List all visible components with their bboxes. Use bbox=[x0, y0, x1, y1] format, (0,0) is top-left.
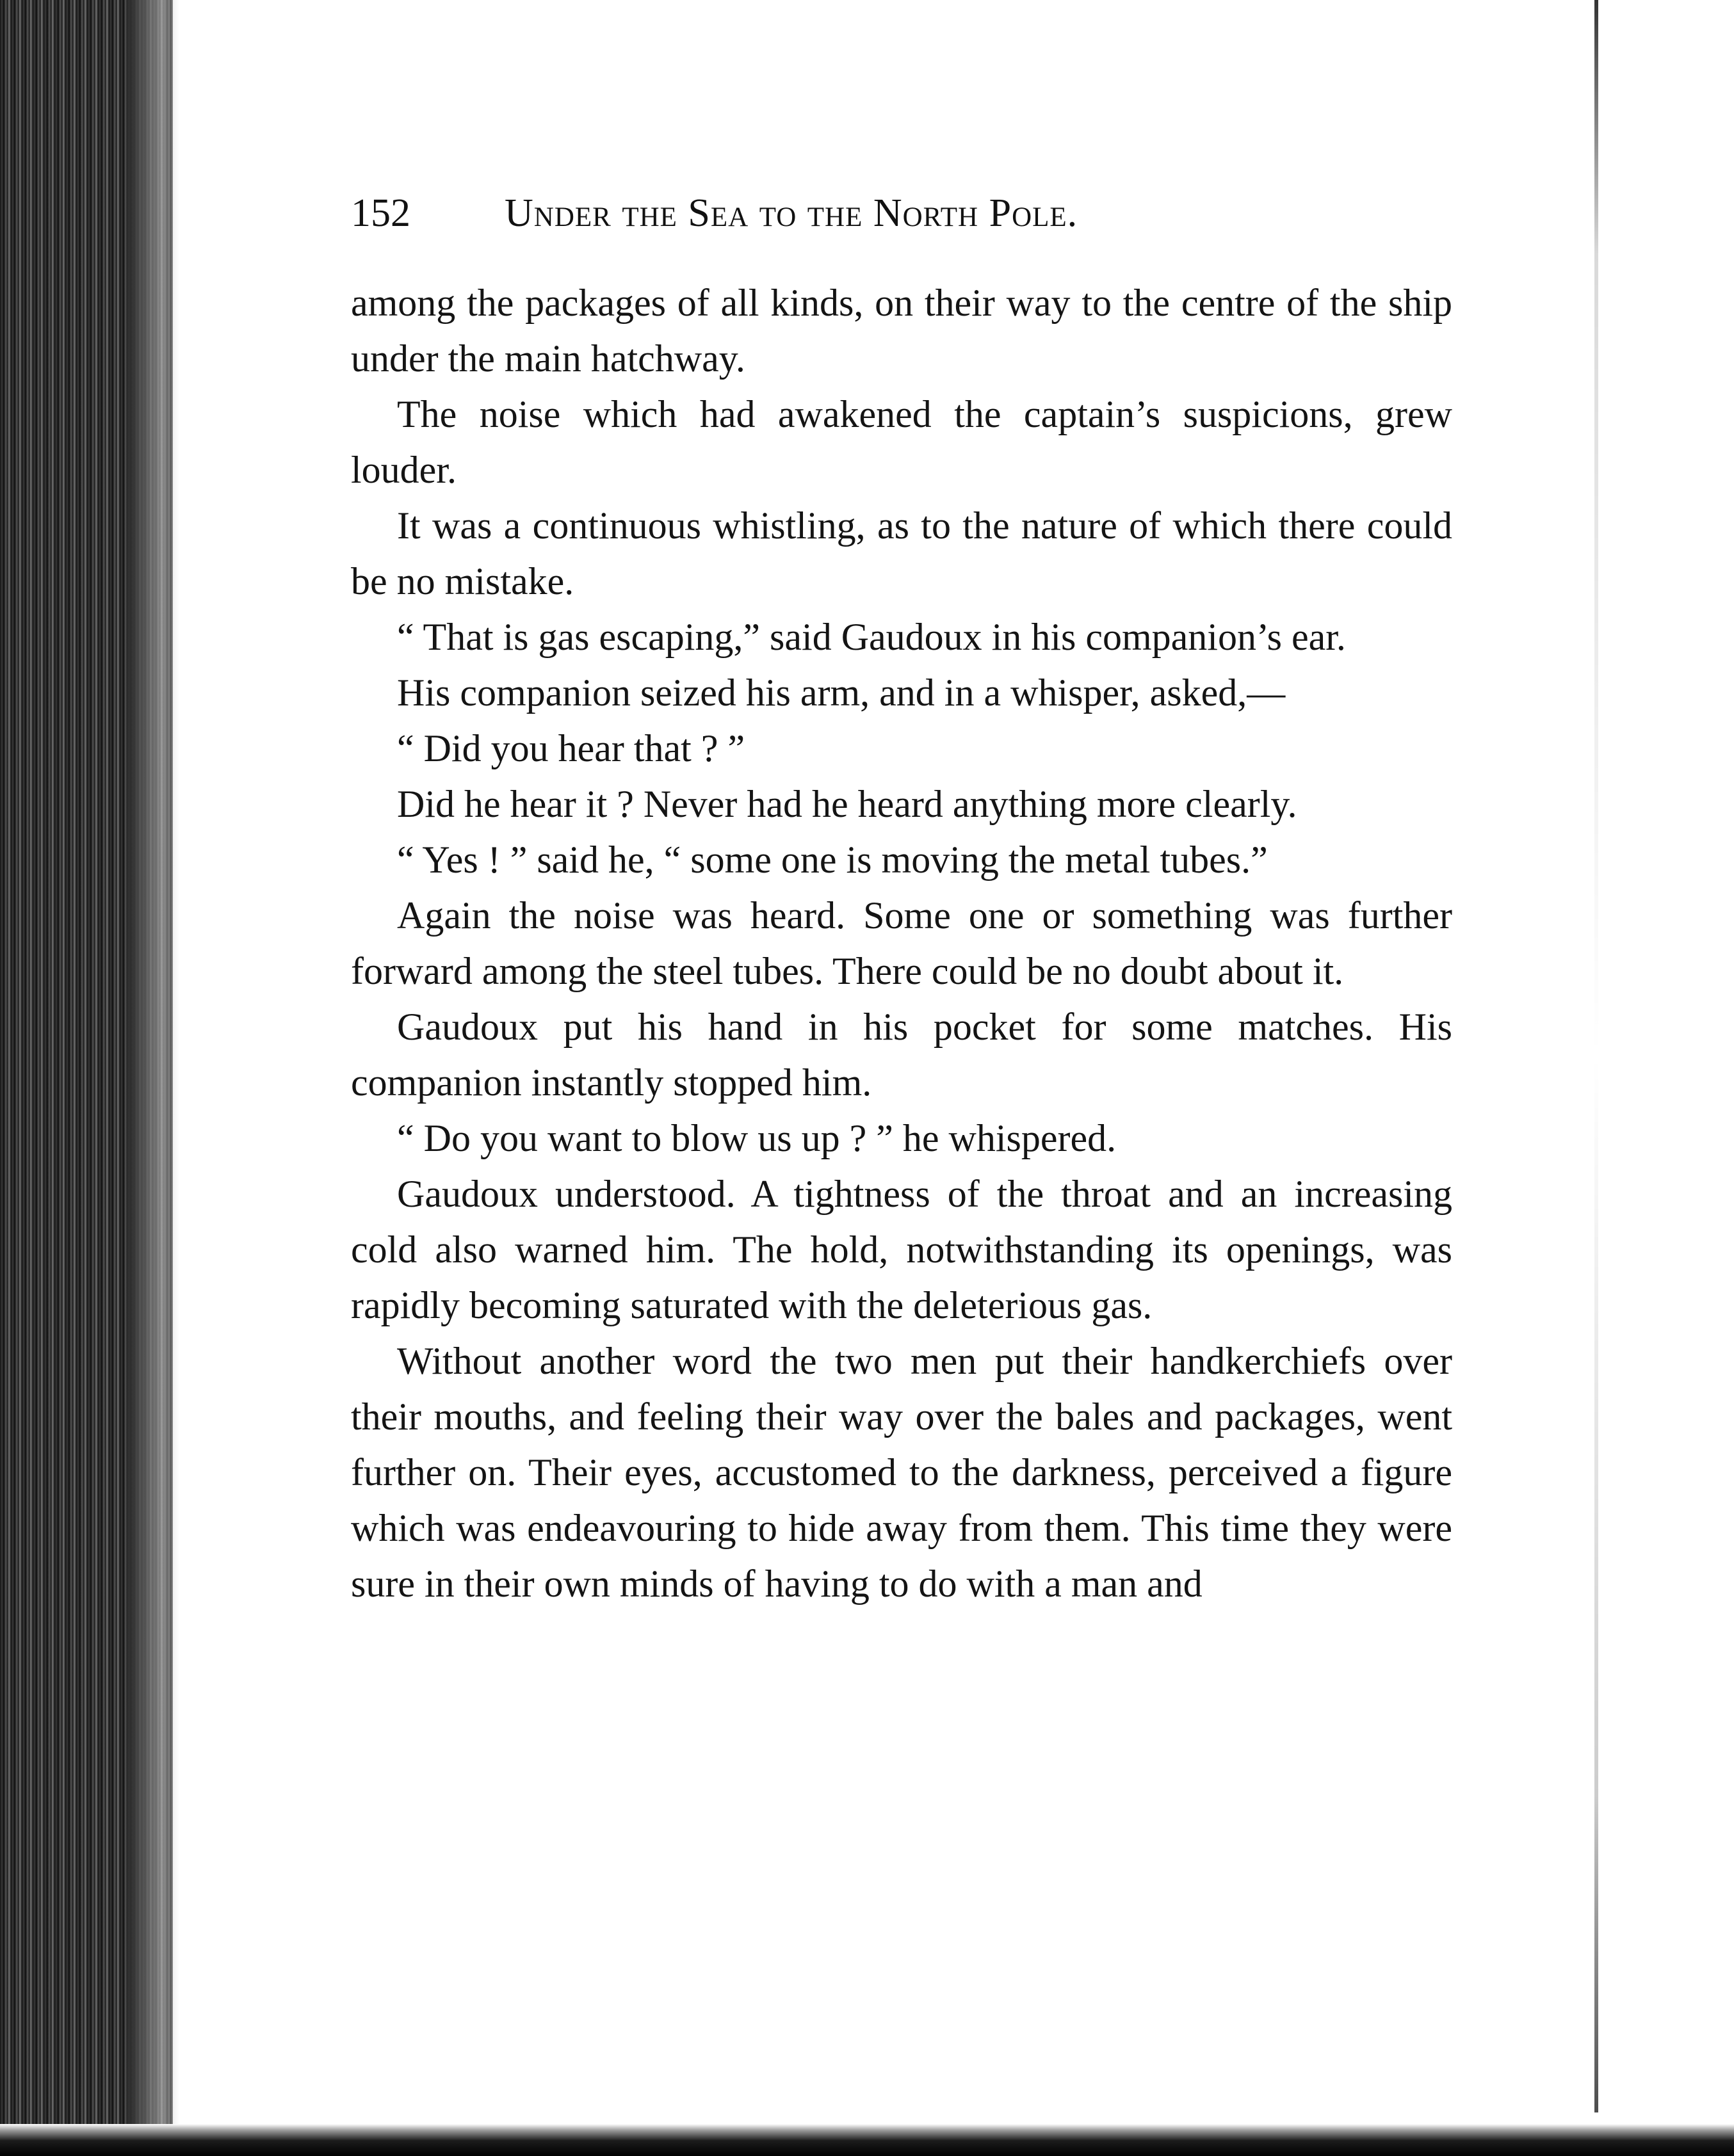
paragraph: “ Do you want to blow us up ? ” he whispered. bbox=[397, 1117, 1117, 1159]
running-head: Under the Sea to the North Pole. bbox=[505, 191, 1078, 235]
paragraph: among the packages of all kinds, on their way to the centre of the ship under the main hatchway. bbox=[351, 282, 1452, 380]
paragraph: “ Yes ! ” said he, “ some one is moving the metal tubes.” bbox=[397, 839, 1268, 881]
gutter-shadow bbox=[128, 0, 179, 2156]
paragraph: Gaudoux put his hand in his pocket for some matches. His companion instantly stopped him. bbox=[351, 1006, 1452, 1104]
paragraph: It was a continuous whistling, as to the nature of which there could be no mistake. bbox=[351, 504, 1452, 602]
page-bottom-edge bbox=[0, 2124, 1734, 2156]
paragraph: The noise which had awakened the captain’s suspicions, grew louder. bbox=[351, 393, 1452, 491]
page-number: 152 bbox=[351, 191, 410, 235]
paragraph: “ Did you hear that ? ” bbox=[397, 727, 745, 769]
paragraph: Did he hear it ? Never had he heard anything more clearly. bbox=[397, 783, 1297, 825]
paragraph: Gaudoux understood. A tightness of the throat and an increasing cold also warned him. The hold, notwithstanding its openings, was rapidly becoming saturated with the deleterious gas. bbox=[351, 1173, 1452, 1326]
body-text bbox=[351, 275, 1452, 1612]
paragraph: Without another word the two men put their handkerchiefs over their mouths, and feeling their way over the bales and packages, went further on. Their eyes, accustomed to the darkness, perceived a figure which was endeavouring to hide away from them. This time they were sure in their own minds of having to do with a man and bbox=[351, 1340, 1452, 1605]
page-right-edge bbox=[1594, 0, 1598, 2112]
paragraph: His companion seized his arm, and in a whisper, asked,— bbox=[397, 672, 1286, 714]
paragraph: “ That is gas escaping,” said Gaudoux in his companion’s ear. bbox=[397, 616, 1346, 658]
paragraph: Again the noise was heard. Some one or something was further forward among the steel tubes. There could be no doubt about it. bbox=[351, 894, 1452, 992]
